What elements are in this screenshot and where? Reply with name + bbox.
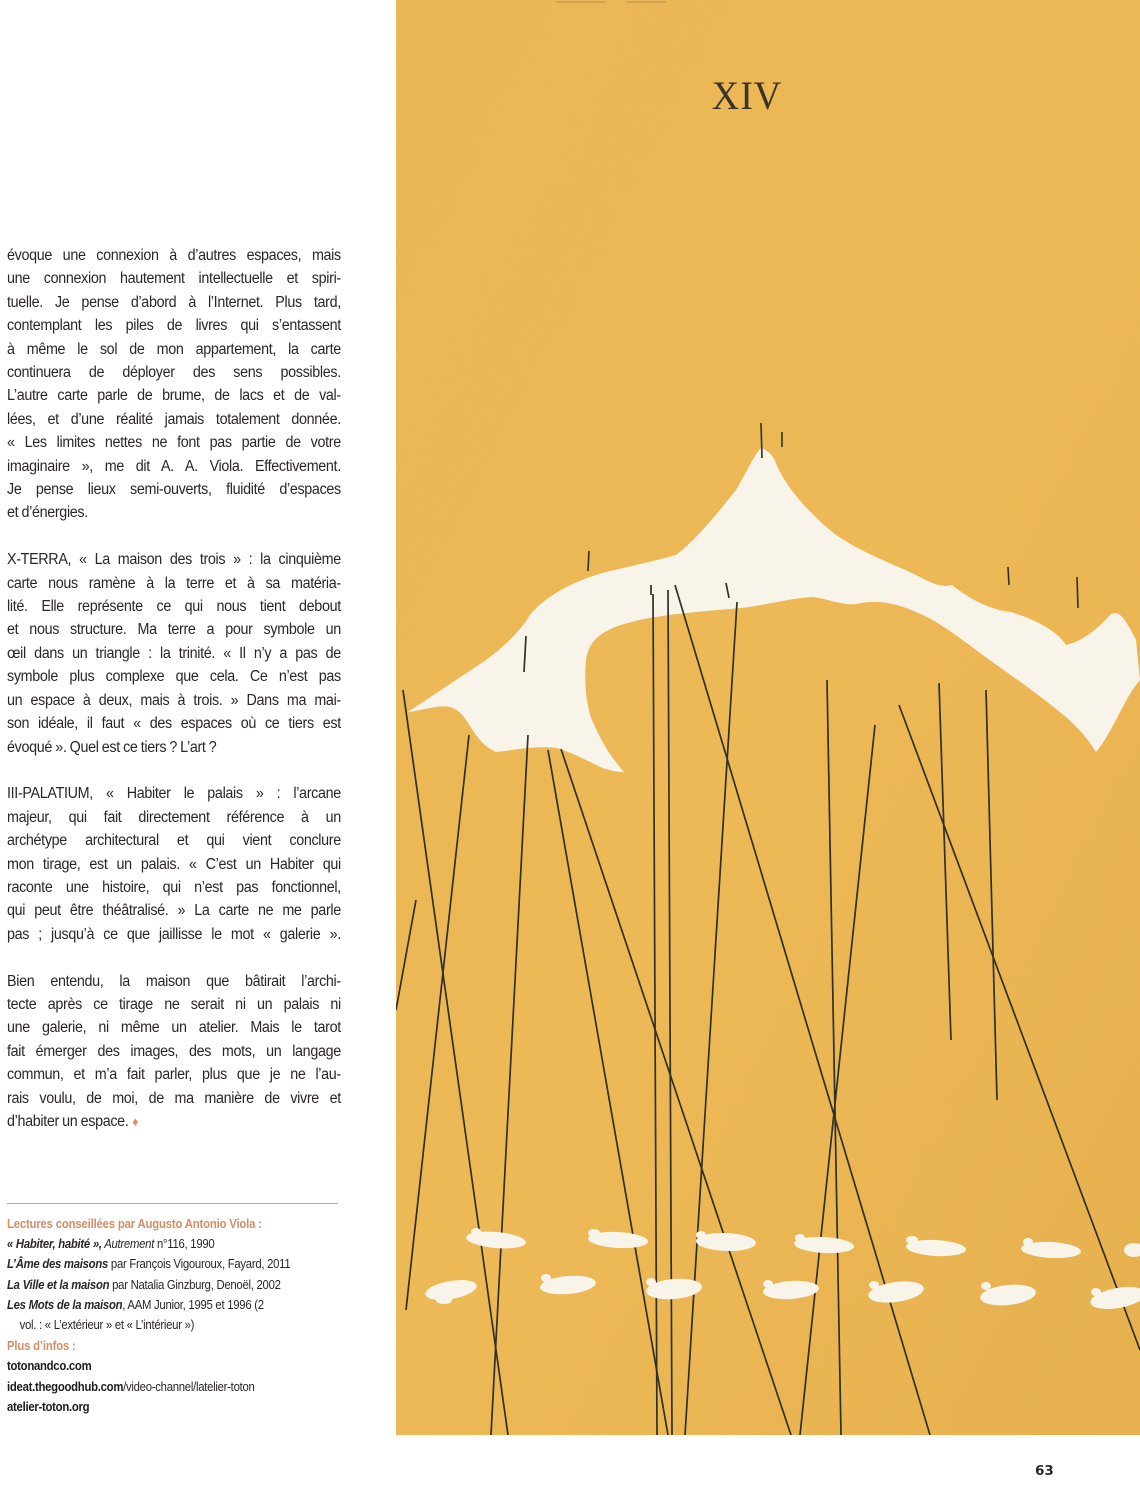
reading-entry-continuation: vol. : « L’extérieur » et « L’intérieur »)	[19, 1318, 195, 1333]
paragraph-conclusion: Bien entendu, la maison que bâtirait l’archi- tecte après ce tirage ne serait ni un palais ni une galerie, ni même un atelier. Mais le tarot fait émerger des images, des mots, un langage commun, et m’a fait parler, plus que je ne l’au- rais voulu, de moi, de ma manière de vivre et d’habiter un espace. ♦	[7, 972, 341, 1130]
paragraph-x-terra: X-TERRA, « La maison des trois » : la cinquième carte nous ramène à la terre et à sa matéria- lité. Elle représente ce qui nous tient debout et nous structure. Ma terre a pour symbole un œil dans un triangle : la trinité. « Il n’y a pas de symbole plus complexe que cela. Ce n’est pas un espace à deux, mais à trois. » Dans ma mai- son idéale, il faut « des espaces où ce tiers est évoqué ». Quel est ce tiers ? L’art ?	[7, 551, 341, 756]
paragraph-connexion: évoque une connexion à d’autres espaces, mais une connexion hautement intellectuelle et spiri- tuelle. Je pense d’abord à l’Internet. Plus tard, contemplant les piles de livres qui s’entassent à même le sol de mon appartement, la carte continuera de déployer des sens possibles. L’autre carte parle de brume, de lacs et de val- lées, et d’une réalité jamais totalement donnée. « Les limites nettes ne font pas partie de votre imaginaire », me dit A. A. Viola. Effectivement. Je pense lieux semi-ouverts, fluidité d’espaces et d’énergies.	[7, 247, 341, 522]
reading-entry: Les Mots de la maison, AAM Junior, 1995 et 1996 (2	[7, 1297, 264, 1312]
section-divider	[7, 1203, 338, 1204]
paragraph-palatium: III-PALATIUM, « Habiter le palais » : l’arcane majeur, qui fait directement référence à un archétype architectural et qui vient conclure mon tirage, est un palais. « C’est un Habiter qui raconte une histoire, qui n’est pas fonctionnel, qui peut être théâtralisé. » La carte ne me parle pas ; jusqu’à ce que jaillisse le mot « galerie ».	[7, 785, 341, 943]
reading-entry: L’Âme des maisons par François Vigouroux, Fayard, 2011	[7, 1257, 291, 1272]
link-atelier-toton[interactable]: atelier-toton.org	[7, 1399, 90, 1414]
page-number: 63	[1035, 1463, 1054, 1479]
reading-list-heading: Lectures conseillées par Augusto Antonio Viola :	[7, 1217, 262, 1231]
link-ideat-video[interactable]: ideat.thegoodhub.com/video-channel/latelier-toton	[7, 1379, 255, 1394]
tarot-card-artwork	[396, 0, 1140, 1435]
more-info-heading: Plus d’infos :	[7, 1339, 76, 1354]
link-totonandco[interactable]: totonandco.com	[7, 1359, 92, 1374]
reading-entry: La Ville et la maison par Natalia Ginzburg, Denoël, 2002	[7, 1277, 281, 1292]
reading-list	[7, 1214, 331, 1417]
tent-and-poles-illustration	[396, 0, 1140, 1435]
reading-entry: « Habiter, habité », Autrement n°116, 1990	[7, 1237, 215, 1252]
end-of-article-diamond-icon: ♦	[132, 1113, 139, 1129]
article-column	[7, 244, 341, 1157]
card-numeral: XIV	[711, 73, 783, 118]
